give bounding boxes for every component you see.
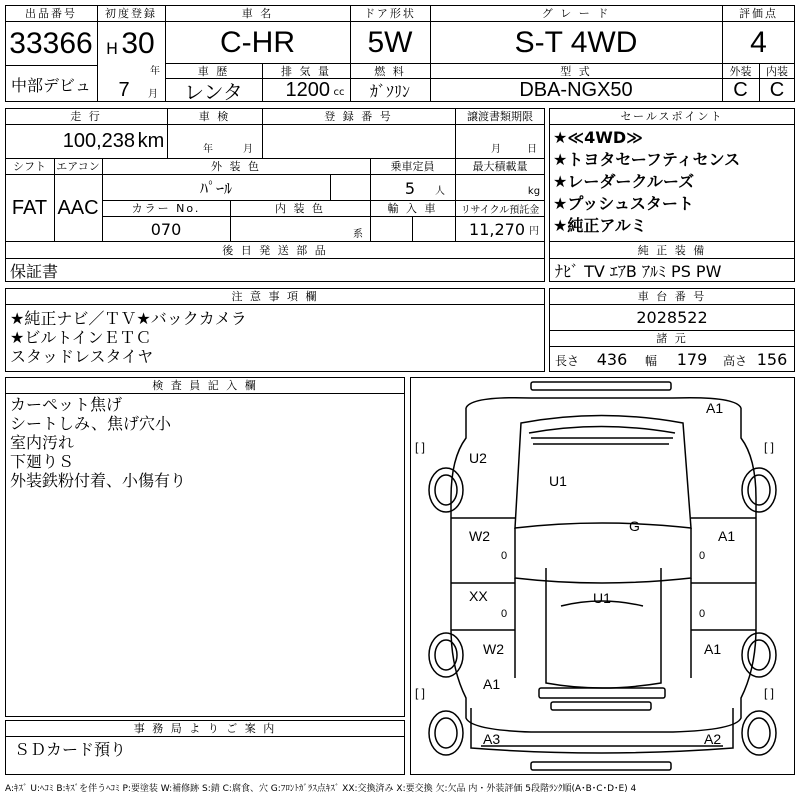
color-no-label: カラー No. [131,202,201,215]
maxload-unit: kg [527,185,541,197]
damage-mark: 0 [501,608,508,620]
bracket-mark: [ ] [415,440,426,454]
damage-mark: A1 [483,676,501,692]
sales-points-label: セールスポイント [620,110,724,123]
damage-mark: A2 [704,731,722,747]
damage-mark: A1 [706,400,724,416]
displacement-label: 排 気 量 [281,64,331,78]
notes-label: 注 意 事 項 欄 [231,290,319,303]
dims-label: 諸 元 [656,332,688,345]
sales-point: ★プッシュスタート [553,194,694,213]
damage-mark: A3 [483,731,501,747]
aircon: AAC [57,196,99,219]
grade-label: グ レ ー ド [541,7,611,20]
inspector-line: 外装鉄粉付着、小傷有り [10,471,187,490]
displacement-unit: cc [333,86,345,98]
length-label: 長さ [554,353,579,368]
first-reg-year: 30 [121,27,155,60]
year-unit: 年 [150,65,160,77]
interior-grade: C [769,79,785,101]
later-label: 後 日 発 送 部 品 [222,243,328,257]
chassis-number: 2028522 [636,308,708,327]
capacity-unit: 人 [435,185,445,197]
later-items: 保証書 [10,262,59,281]
debut-label: 中部デビュ [10,75,91,95]
inspector-line: 室内汚れ [10,433,75,452]
color-no: 070 [150,219,182,239]
shift: FAT [11,196,48,219]
inspector-line: 下廻りＳ [10,452,75,471]
history: レンタ [184,82,243,104]
damage-mark: 0 [699,550,706,562]
recycle-unit: 円 [529,225,539,237]
aircon-label: エアコン [56,160,100,173]
maxload-label: 最大積載量 [472,160,528,173]
height-label: 高さ [722,353,747,368]
damage-mark: 0 [501,550,508,562]
interior-label: 内装 [766,64,788,78]
inspector-lines [10,395,186,490]
transfer-label: 譲渡書類期限 [467,110,533,123]
office-label: 事 務 局 よ り ご 案 内 [133,722,277,735]
history-label: 車 歴 [197,64,230,78]
office-text: ＳＤカード預り [14,739,127,759]
inspection-month-unit: 月 [243,143,253,155]
transfer-month-unit: 月 [491,143,501,155]
inspector-line: シートしみ、焦げ穴小 [10,414,171,433]
score: 4 [750,25,767,59]
inspection-label: 車 検 [198,110,231,123]
capacity-label: 乗車定員 [390,160,435,173]
damage-mark: A1 [704,641,722,657]
capacity: 5 [404,178,416,198]
width: 179 [676,349,708,369]
int-color-label: 内 装 色 [275,202,325,215]
sales-point: ★純正アルミ [553,216,647,235]
damage-mark: 0 [699,608,706,620]
equipment-label: 純 正 装 備 [637,243,707,257]
sales-points-list [553,127,793,237]
car-outline-icon [411,378,794,774]
width-label: 幅 [644,353,657,368]
import-label: 輸 入 車 [387,202,438,215]
car-name: C-HR [220,25,295,59]
color: ﾊﾟｰﾙ [199,179,232,198]
damage-mark: W2 [469,528,490,544]
equipment: ﾅﾋﾞ TV ｴｱB ｱﾙﾐ PS PW [555,262,722,281]
damage-mark: U1 [549,473,567,489]
lot-no: 33366 [9,26,93,60]
month-unit: 月 [148,88,158,100]
bracket-mark: [ ] [764,440,775,454]
door-label: ドア形状 [364,7,416,20]
notes-lines [10,309,247,366]
damage-mark: U1 [593,590,611,606]
first-reg-label: 初度登録 [105,7,157,20]
score-label: 評価点 [739,7,778,20]
era: H [105,38,119,58]
door-type: 5W [367,25,413,59]
sales-point: ★トヨタセーフティセンス [553,150,741,169]
fuel: ｶﾞｿﾘﾝ [369,82,410,101]
color-label: 外 装 色 [211,160,261,173]
bracket-mark: [ ] [415,686,426,700]
car-name-label: 車 名 [241,7,274,20]
reg-no-label: 登 録 番 号 [324,110,393,123]
transfer-day-unit: 日 [527,143,537,155]
car-diagram [410,377,795,775]
model-label: 型 式 [560,64,592,78]
mileage: 100,238 [62,129,135,152]
first-reg-month: 7 [118,78,130,101]
recycle-amount: 11,270 [469,219,525,239]
bracket-mark: [ ] [764,686,775,700]
inspector-line: カーペット焦げ [10,395,123,414]
chassis-label: 車 台 番 号 [637,290,707,303]
lot-no-label: 出品番号 [25,7,77,20]
note-line: スタッドレスタイヤ [10,347,154,366]
note-line: ★ビルトインＥＴＣ [10,328,152,347]
length: 436 [596,349,628,369]
inspector-label: 検 査 員 記 入 欄 [152,379,258,392]
exterior-grade: C [733,79,748,101]
damage-mark: A1 [718,528,736,544]
note-line: ★純正ナビ／ＴＶ★バックカメラ [10,309,247,328]
height: 156 [756,349,788,369]
shift-label: シフト [13,160,46,173]
legend: A:ｷｽﾞ U:ﾍｺﾐ B:ｷｽﾞを伴うﾍｺﾐ P:要塗装 W:補修跡 S:錆 C:腐食、穴 G:ﾌﾛﾝﾄｶﾞﾗｽ点ｷｽﾞ XX:交換済み X:要交換 欠:欠品 内・外装評価 5段階ﾗﾝｸ順(A･B･C･D･E) 4 [5,783,637,794]
damage-mark: G [629,518,640,534]
mileage-label: 走 行 [70,110,102,123]
fuel-label: 燃 料 [374,64,406,78]
sales-point: ★レーダークルーズ [553,172,695,191]
exterior-label: 外装 [729,64,752,78]
damage-mark: W2 [483,641,504,657]
displacement: 1200 [285,79,330,101]
grade: S-T 4WD [514,25,638,59]
damage-mark: U2 [469,450,487,466]
recycle-label: リサイクル預託金 [460,204,540,216]
int-color-unit: 系 [353,228,363,240]
mileage-unit: km [137,129,165,152]
damage-mark: XX [469,588,488,604]
inspection-year-unit: 年 [203,143,213,155]
sales-point: ★≪4WD≫ [553,128,643,147]
model: DBA-NGX50 [519,79,633,101]
